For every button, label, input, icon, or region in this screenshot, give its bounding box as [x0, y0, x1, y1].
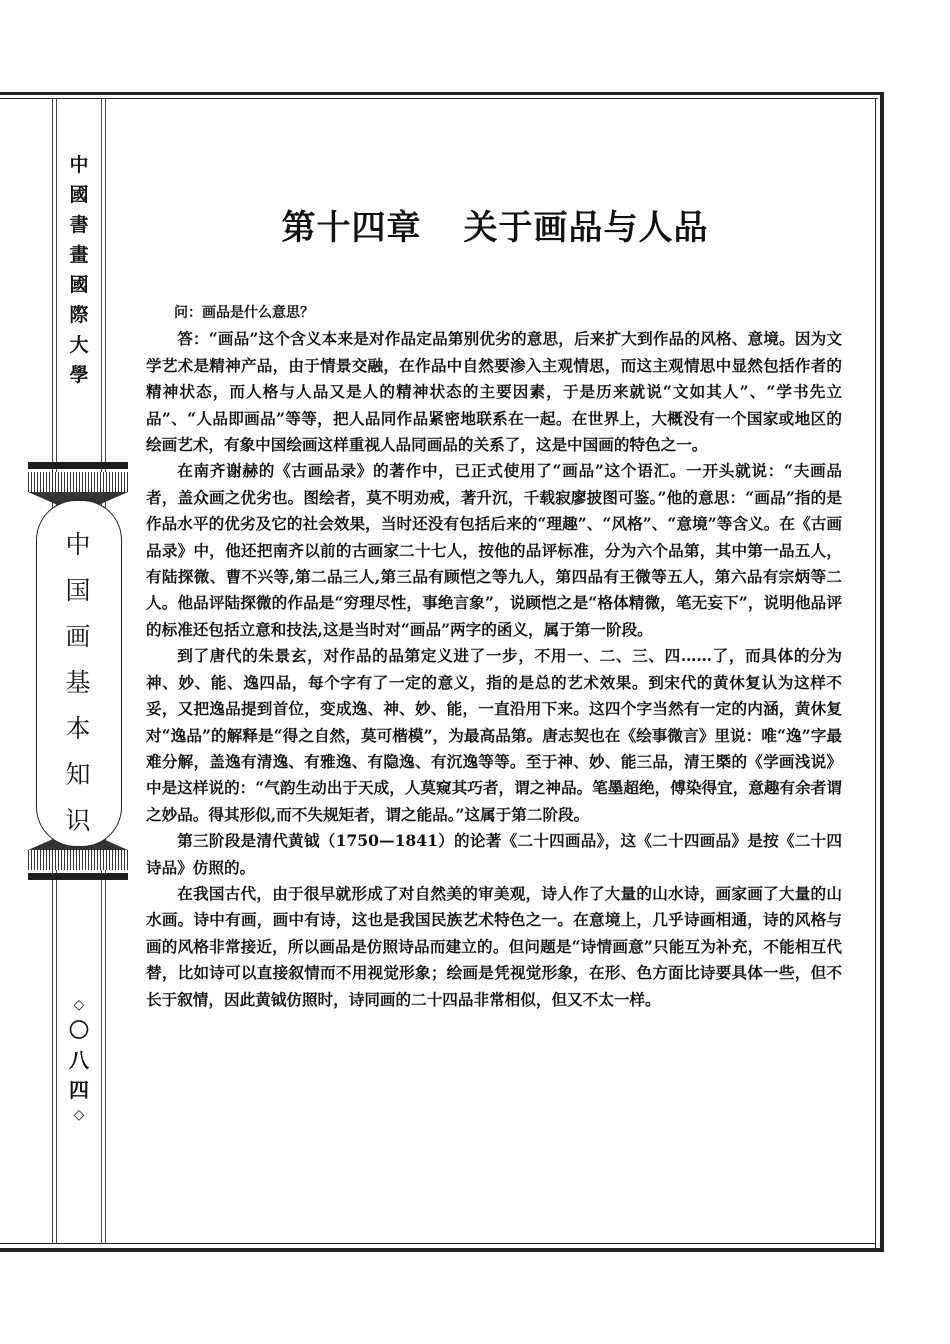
- university-name: [60, 150, 98, 390]
- university-char: 書: [69, 214, 89, 236]
- university-char: 學: [69, 364, 89, 386]
- university-char: 中: [69, 154, 89, 176]
- frame-bottom-border: [0, 1248, 884, 1252]
- paragraph-question: 问：画品是什么意思？: [174, 305, 314, 321]
- subject-char: 基: [65, 668, 91, 697]
- university-char: 大: [69, 334, 89, 356]
- chapter-name: 关于画品与人品: [463, 208, 709, 248]
- paragraph: 在南齐谢赫的《古画品录》的著作中，已正式使用了“画品”这个语汇。一开头就说：“夫画品者，盖众画之优劣也。图绘者，莫不明劝戒，著升沉，千载寂廖披图可鉴。”他的意思：“画品”指的是作品水平的优劣及它的社会效果，当时还没有包括后来的“理趣”、“风格”、“意境”等含义。在《古画品录》中，他还把南齐以前的古画家二十七人，按他的品评标准，分为六个品第，其中第一品五人，有陆探微、曹不兴等,第二品三人,第三品有顾恺之等九人，第四品有王微等五人，第六品有宗炳等二人。他品评陆探微的作品是“穷理尽性，事绝言象”，说顾恺之是“格体精微，笔无妄下”，说明他品评的标准还包括立意和技法,这是当时对“画品”两字的函义，属于第一阶段。: [146, 461, 842, 639]
- subject-char: 国: [65, 576, 91, 605]
- university-char: 國: [69, 274, 89, 296]
- paragraph: 答：“画品”这个含义本来是对作品定品第别优劣的意思，后来扩大到作品的风格、意境。因为文学艺术是精神产品，由于情景交融，在作品中自然要渗入主观情思，而这主观情思中显然包括作者的精神状态，而人格与人品又是人的精神状态的主要因素，于是历来就说“文如其人”、“学书先立品”、“人品即画品”等等，把人品同作品紧密地联系在一起。在世界上，大概没有一个国家或地区的绘画艺术，有象中国绘画这样重视人品同画品的关系了，这是中国画的特色之一。: [146, 329, 842, 455]
- frame-right-inner-border: [875, 98, 876, 1248]
- university-char: 國: [69, 184, 89, 206]
- paragraph: 第三阶段是清代黄钺（1750—1841）的论著《二十四画品》，这《二十四画品》是按《二十四诗品》仿照的。: [146, 831, 842, 877]
- subject-char: 识: [65, 806, 91, 835]
- band-top-hatch: [28, 472, 128, 492]
- page-number: [60, 995, 98, 1125]
- body-text: [146, 300, 842, 1013]
- university-char: 際: [69, 304, 89, 326]
- subject-char: 本: [65, 714, 91, 743]
- subject-char: 画: [65, 622, 91, 651]
- book-subject: [36, 522, 120, 844]
- band-bottom-hatch: [28, 850, 128, 870]
- page-number-char: 四: [69, 1078, 89, 1102]
- band-top-bar: [28, 462, 128, 469]
- frame-top-border: [0, 92, 884, 95]
- frame-right-border: [880, 92, 884, 1252]
- chapter-number: 第十四章: [281, 208, 422, 248]
- band-bottom-bar: [28, 873, 128, 880]
- page-number-char: 〇: [69, 1018, 89, 1042]
- chapter-title: [140, 200, 850, 249]
- subject-char: 中: [65, 530, 91, 559]
- frame-bottom-inner-border: [0, 1243, 876, 1244]
- subject-char: 知: [65, 760, 91, 789]
- diamond-icon: ◇: [73, 1107, 85, 1123]
- frame-top-inner-border: [0, 98, 878, 99]
- paragraph: 到了唐代的朱景玄，对作品的品第定义进了一步，不用一、二、三、四……了，而具体的分为神、妙、能、逸四品，每个字有了一定的意义，指的是总的艺术效果。到宋代的黄休复认为这样不妥，又把逸品提到首位，变成逸、神、妙、能，一直沿用下来。这四个字当然有一定的内涵，黄休复对“逸品”的解释是“得之自然，莫可楷模”，为最高品第。唐志契也在《绘事微言》里说：唯“逸”字最难分解，盖逸有清逸、有雅逸、有隐逸、有沉逸等等。至于神、妙、能三品，清王槩的《学画浅说》中是这样说的：“气韵生动出于天成，人莫窥其巧者，谓之神品。笔墨超绝，傅染得宜，意趣有余者谓之妙品。得其形似,而不失规矩者，谓之能品。”这属于第二阶段。: [146, 646, 842, 824]
- university-char: 畫: [69, 244, 89, 266]
- diamond-icon: ◇: [73, 997, 85, 1013]
- page-number-char: 八: [69, 1048, 89, 1072]
- paragraph: 在我国古代，由于很早就形成了对自然美的审美观，诗人作了大量的山水诗，画家画了大量的山水画。诗中有画，画中有诗，这也是我国民族艺术特色之一。在意境上，几乎诗画相通，诗的风格与画的风格非常接近，所以画品是仿照诗品而建立的。但问题是“诗情画意”只能互为补充，不能相互代替，比如诗可以直接叙情而不用视觉形象；绘画是凭视觉形象，在形、色方面比诗要具体一些，但不长于叙情，因此黄钺仿照时，诗同画的二十四品非常相似，但又不太一样。: [146, 883, 842, 1009]
